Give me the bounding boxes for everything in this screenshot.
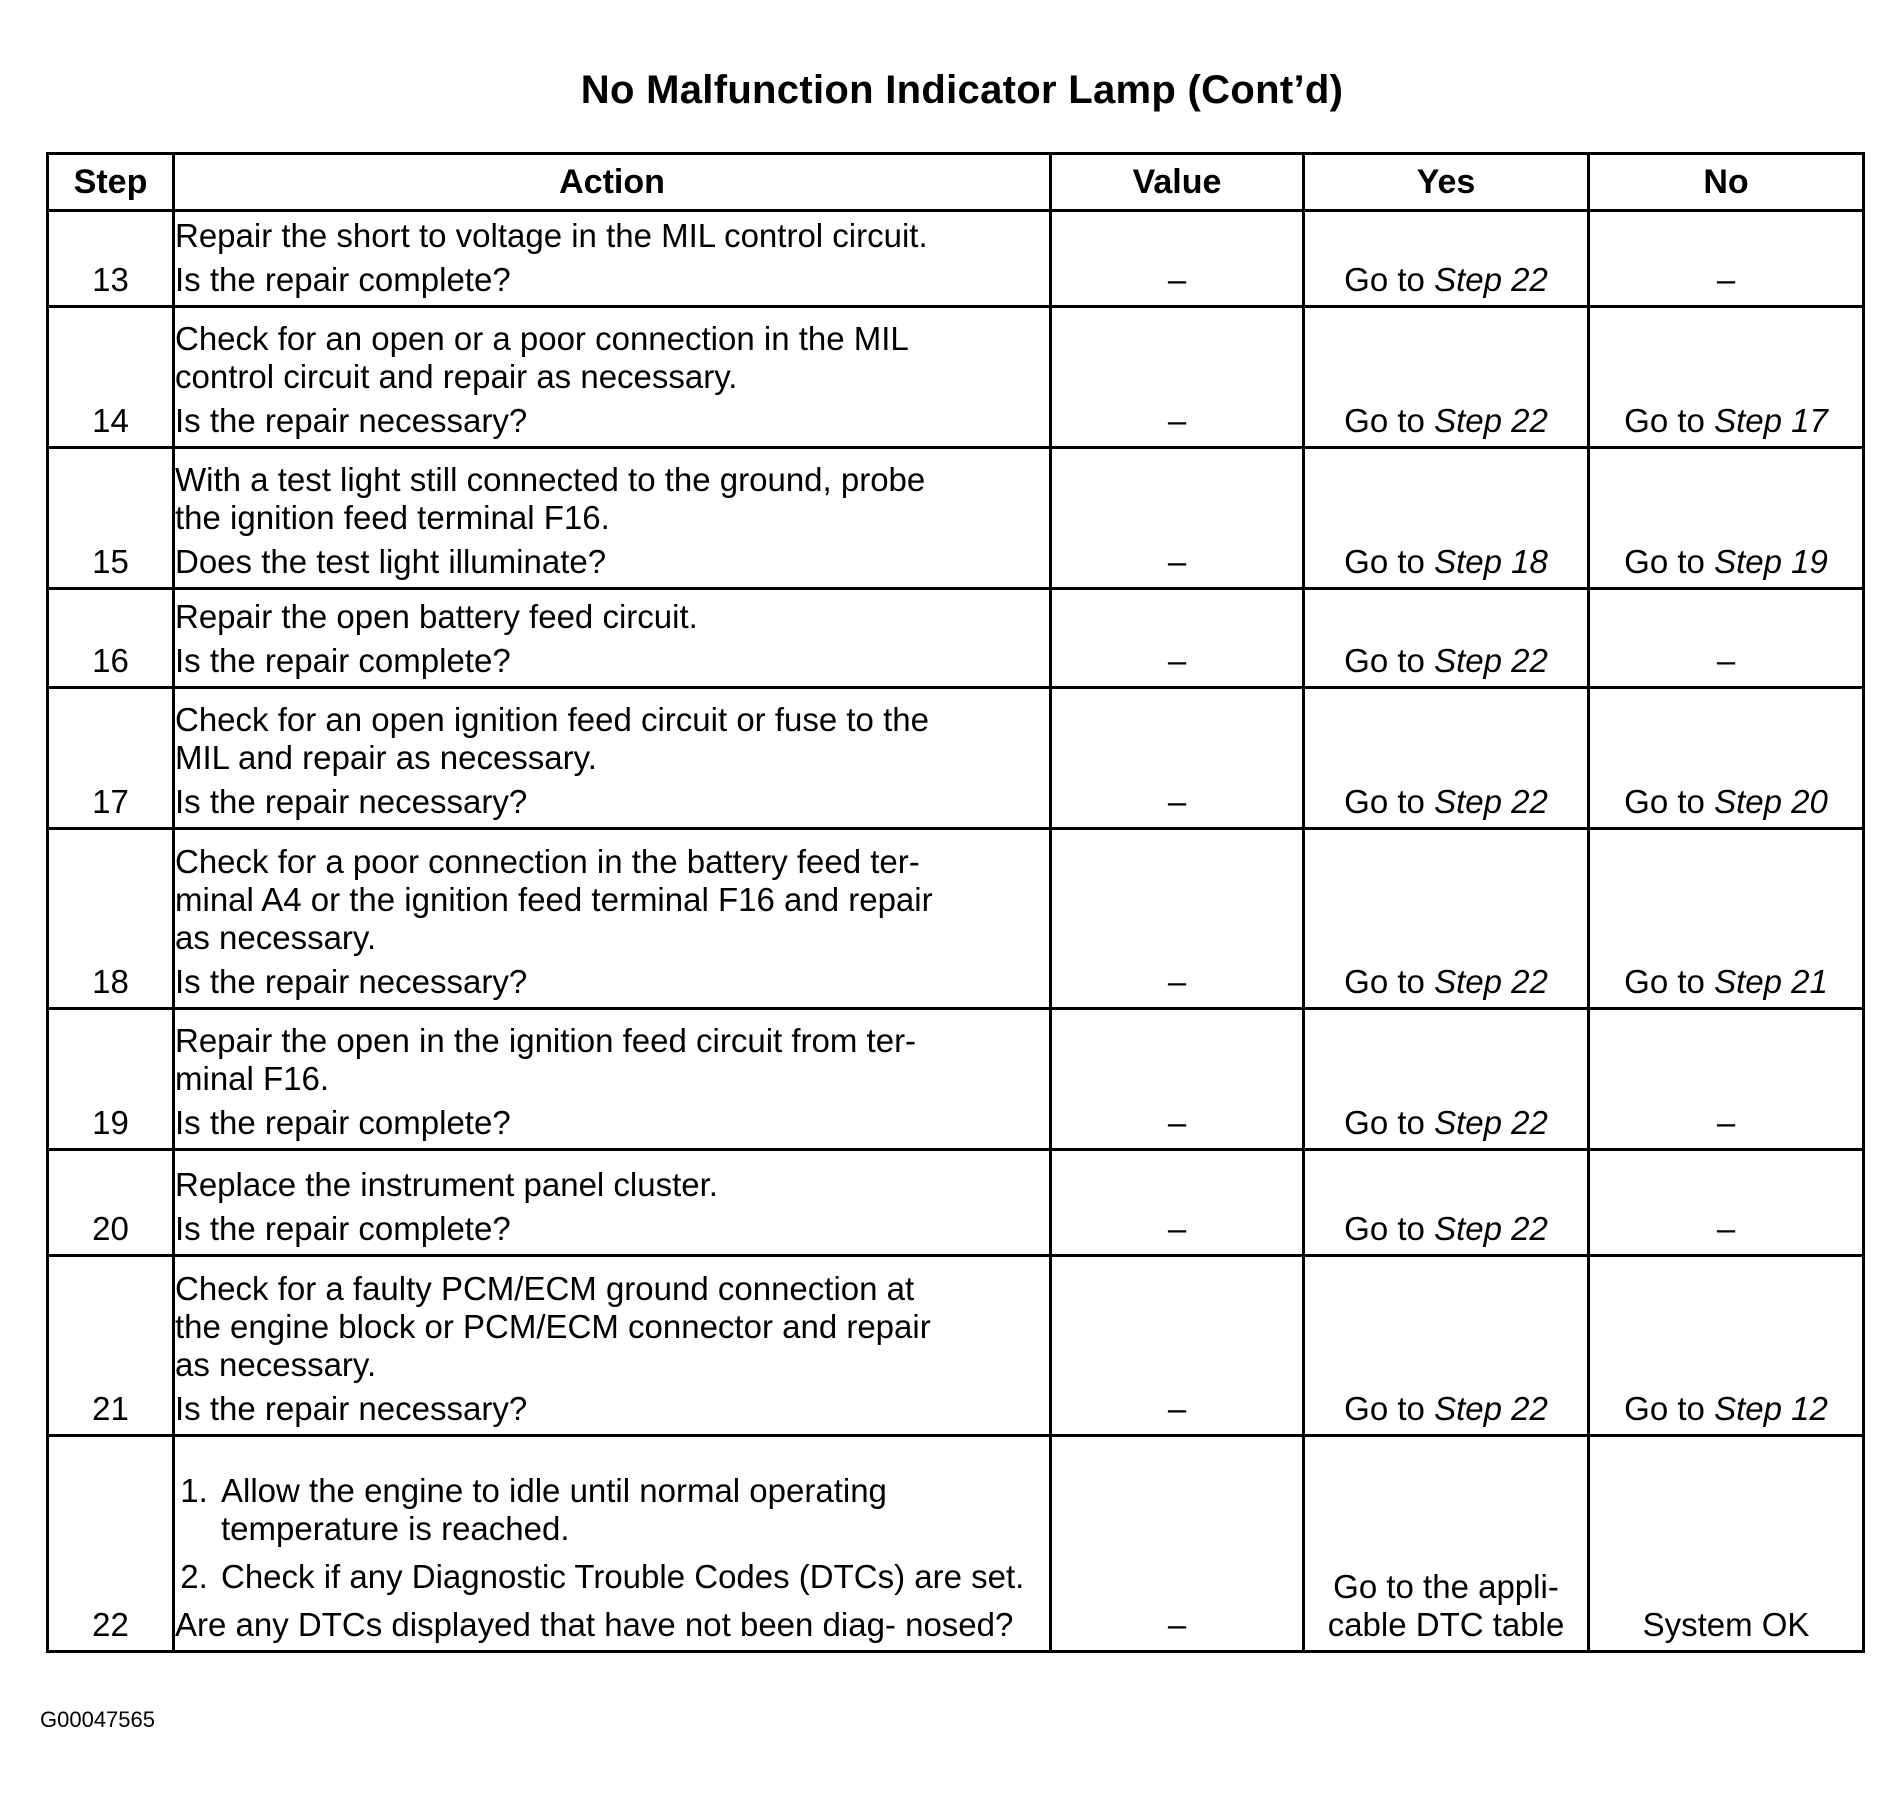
yes-step-ref: Step 22 [1434,1390,1548,1427]
action-text-line: as necessary. [175,1346,377,1383]
table-row [48,688,1864,829]
action-text-line: Check for a poor connection in the battery feed ter- [175,843,920,880]
action-cell [174,829,1051,1009]
action-text-line: minal F16. [175,1060,330,1097]
action-text-line: Repair the open in the ignition feed circuit from ter- [175,1022,917,1059]
action-cell [174,1150,1051,1256]
action-text-line: Replace the instrument panel cluster. [175,1166,718,1203]
no-goto-text: Go to [1624,783,1715,820]
action-cell [174,688,1051,829]
value-cell: – [1051,829,1304,1009]
diagnostic-table [46,152,1865,1653]
yes-step-ref: Step 22 [1434,642,1548,679]
step-number: 13 [48,211,174,307]
action-text-line: the ignition feed terminal F16. [175,499,610,536]
no-cell [1589,448,1864,589]
no-goto-text: Go to [1624,402,1715,439]
yes-goto-text: Go to [1344,1104,1435,1141]
yes-step-ref: Step 22 [1434,261,1548,298]
no-goto-text: Go to [1624,963,1715,1000]
header-value: Value [1051,154,1304,211]
yes-cell [1304,1256,1589,1436]
table-row [48,1150,1864,1256]
action-text-line: With a test light still connected to the ground, probe [175,461,926,498]
yes-cell [1304,589,1589,688]
value-cell: – [1051,1009,1304,1150]
no-goto-text: – [1716,261,1736,298]
yes-cell [1304,448,1589,589]
no-step-ref: Step 17 [1714,402,1828,439]
table-row [48,307,1864,448]
table-row [48,211,1864,307]
yes-goto-text: Go to [1344,1390,1435,1427]
action-text-line: Repair the short to voltage in the MIL control circuit. [175,217,928,254]
yes-goto-text: Go to [1344,402,1435,439]
no-cell [1589,307,1864,448]
no-cell: System OK [1589,1436,1864,1652]
action-question: Are any DTCs displayed that have not been diag- nosed? [175,1606,1014,1643]
no-cell [1589,688,1864,829]
header-action: Action [174,154,1051,211]
yes-cell [1304,688,1589,829]
header-row [48,154,1864,211]
no-step-ref: Step 19 [1714,543,1828,580]
yes-step-ref: Step 22 [1434,402,1548,439]
action-text-line: MIL and repair as necessary. [175,739,597,776]
action-cell [174,1436,1051,1652]
action-question: Is the repair complete? [175,1104,511,1141]
no-goto-text: – [1716,1104,1736,1141]
no-cell [1589,211,1864,307]
no-cell [1589,829,1864,1009]
no-step-ref: Step 21 [1714,963,1828,1000]
value-cell: – [1051,1150,1304,1256]
action-text-line: minal A4 or the ignition feed terminal F16 and repair [175,881,933,918]
yes-cell [1304,1436,1589,1652]
yes-cell [1304,211,1589,307]
action-question: Does the test light illuminate? [175,543,607,580]
yes-goto-text: Go to [1344,963,1435,1000]
value-cell: – [1051,589,1304,688]
step-number: 18 [48,829,174,1009]
action-question: Is the repair necessary? [175,1390,528,1427]
no-goto-text: – [1716,1210,1736,1247]
yes-goto-text: Go to [1344,783,1435,820]
action-cell [174,448,1051,589]
list-item: 2. Check if any Diagnostic Trouble Codes (DTCs) are set. [217,1558,1049,1596]
action-text-line: Check for an open or a poor connection in the MIL [175,320,909,357]
action-question: Is the repair complete? [175,1210,511,1247]
yes-line-1: Go to the appli- [1333,1568,1559,1605]
action-question: Is the repair complete? [175,642,511,679]
page-title: No Malfunction Indicator Lamp (Cont’d) [580,68,1344,112]
yes-cell [1304,307,1589,448]
value-cell: – [1051,1256,1304,1436]
action-cell [174,1009,1051,1150]
action-question: Is the repair necessary? [175,963,528,1000]
no-cell [1589,589,1864,688]
no-goto-text: Go to [1624,1390,1715,1427]
header-no: No [1589,154,1864,211]
yes-goto-text: Go to [1344,642,1435,679]
no-goto-text: – [1716,642,1736,679]
table-row [48,1009,1864,1150]
table-body [48,211,1864,1436]
action-question: Is the repair necessary? [175,783,528,820]
no-step-ref: Step 12 [1714,1390,1828,1427]
yes-cell [1304,829,1589,1009]
no-cell [1589,1009,1864,1150]
action-text-line: Check for a faulty PCM/ECM ground connection at [175,1270,915,1307]
action-cell [174,589,1051,688]
step-number: 17 [48,688,174,829]
action-text-line: as necessary. [175,919,377,956]
no-step-ref: Step 20 [1714,783,1828,820]
action-text-line: the engine block or PCM/ECM connector and repair [175,1308,931,1345]
step-number: 15 [48,448,174,589]
yes-step-ref: Step 22 [1434,963,1548,1000]
no-goto-text: Go to [1624,543,1715,580]
action-question: Is the repair complete? [175,261,511,298]
action-text-line: Check for an open ignition feed circuit or fuse to the [175,701,929,738]
action-cell [174,1256,1051,1436]
header-step: Step [48,154,174,211]
value-cell: – [1051,211,1304,307]
yes-step-ref: Step 22 [1434,783,1548,820]
no-cell [1589,1256,1864,1436]
yes-line-2: cable DTC table [1327,1606,1565,1643]
yes-goto-text: Go to [1344,261,1435,298]
table-row [48,448,1864,589]
figure-id: G00047565 [40,1707,155,1732]
header-yes: Yes [1304,154,1589,211]
table-row [48,589,1864,688]
final-step [48,1436,1864,1652]
action-question: Is the repair necessary? [175,402,528,439]
step-number: 21 [48,1256,174,1436]
step-number: 19 [48,1009,174,1150]
list-item: 1. Allow the engine to idle until normal operating temperature is reached. [217,1472,1049,1548]
yes-cell [1304,1150,1589,1256]
value-cell: – [1051,1436,1304,1652]
yes-step-ref: Step 18 [1434,543,1548,580]
action-text-line: Repair the open battery feed circuit. [175,598,698,635]
yes-goto-text: Go to [1344,543,1435,580]
table-row [48,829,1864,1009]
step-number: 22 [48,1436,174,1652]
yes-step-ref: Step 22 [1434,1210,1548,1247]
step-number: 20 [48,1150,174,1256]
action-steps-list [175,1472,1049,1596]
value-cell: – [1051,307,1304,448]
yes-cell [1304,1009,1589,1150]
value-cell: – [1051,448,1304,589]
yes-goto-text: Go to [1344,1210,1435,1247]
table-row [48,1256,1864,1436]
value-cell: – [1051,688,1304,829]
step-number: 14 [48,307,174,448]
no-cell [1589,1150,1864,1256]
action-cell [174,211,1051,307]
step-number: 16 [48,589,174,688]
yes-step-ref: Step 22 [1434,1104,1548,1141]
table-row [48,1436,1864,1652]
action-text-line: control circuit and repair as necessary. [175,358,738,395]
action-cell [174,307,1051,448]
